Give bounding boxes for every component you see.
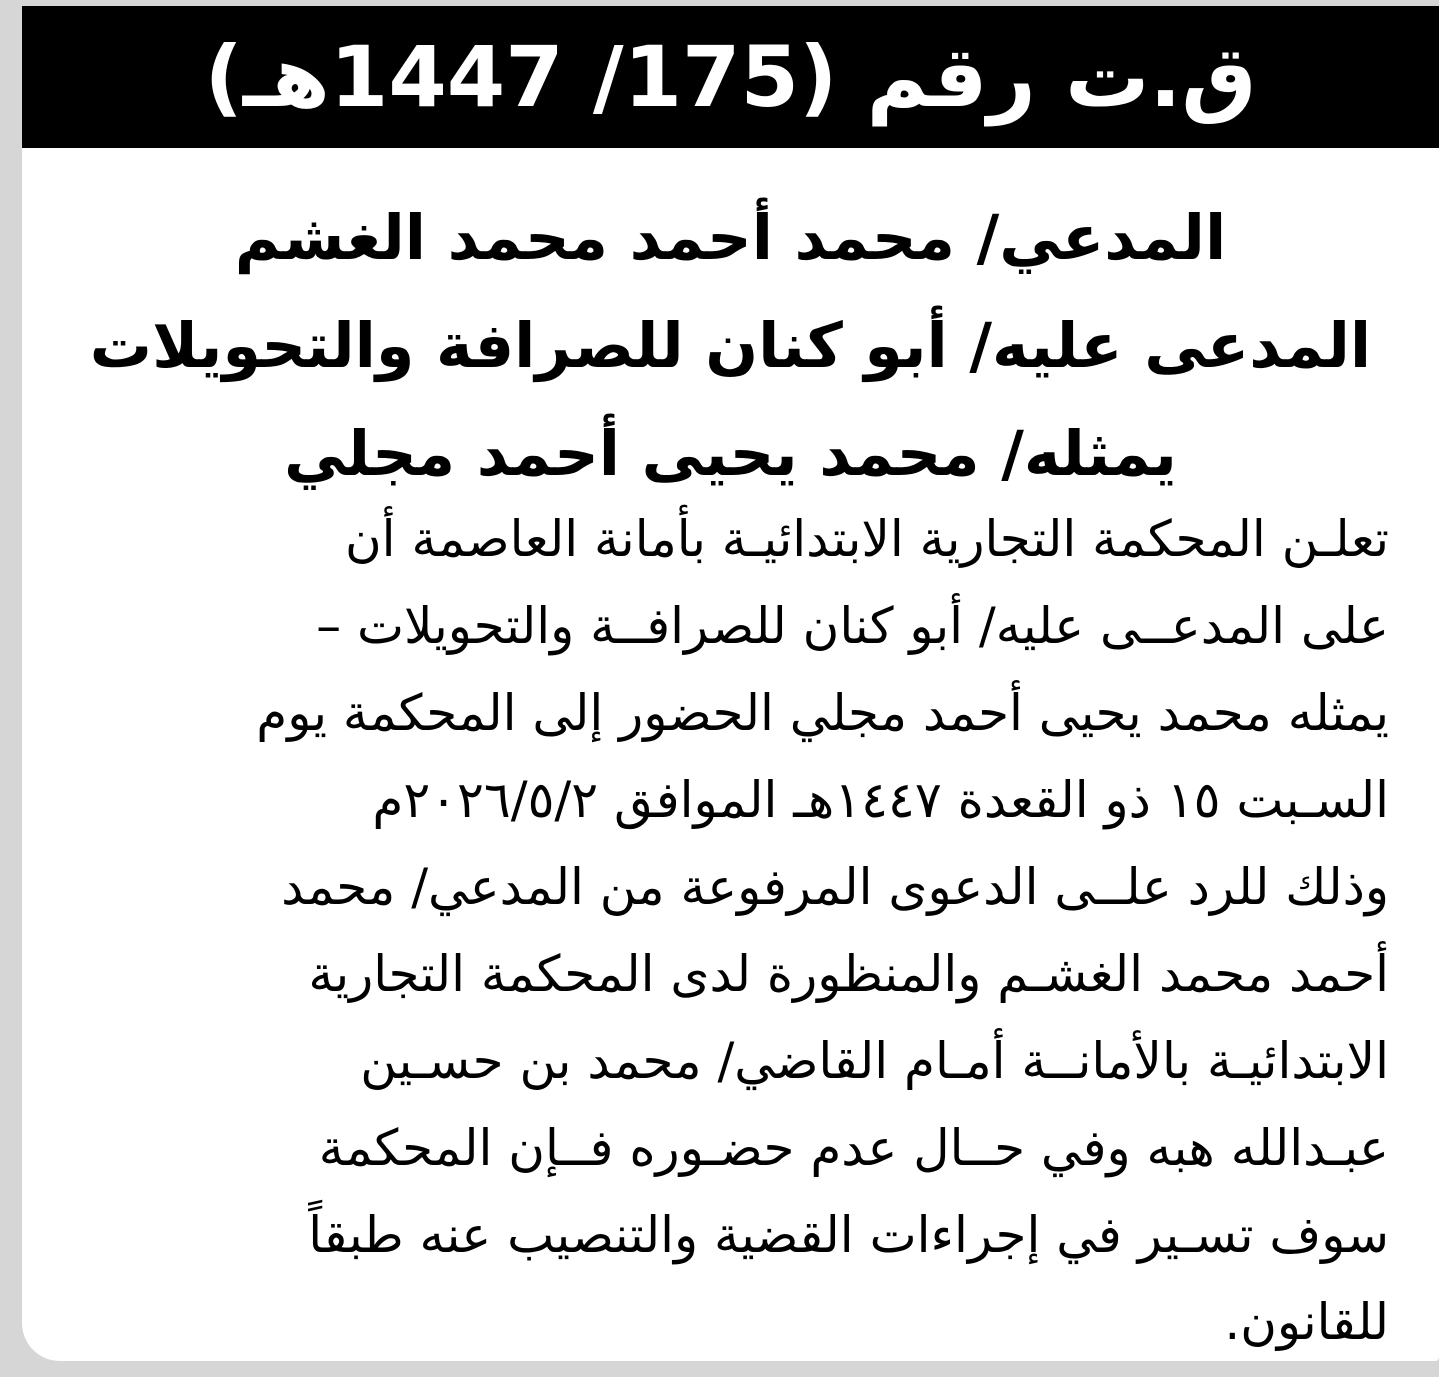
body-line: يمثله محمد يحيى أحمد مجلي الحضور إلى المحكمة يوم <box>256 684 1389 742</box>
representative-line: يمثله/ محمد يحيى أحمد مجلي <box>284 417 1177 490</box>
notice-body <box>22 496 1439 1361</box>
body-line: وذلك للرد علــى الدعوى المرفوعة من المدعي/ محمد <box>281 858 1389 916</box>
plaintiff-line: المدعي/ محمد أحمد محمد الغشم <box>234 201 1227 274</box>
body-line: للقانون. <box>1224 1293 1389 1351</box>
court-notice <box>22 6 1439 1361</box>
body-line: تعلـن المحكمة التجارية الابتدائيـة بأمانة العاصمة أن <box>344 510 1389 568</box>
defendant-line: المدعى عليه/ أبو كنان للصرافة والتحويلات <box>89 309 1372 382</box>
body-line: الابتدائيـة بالأمانــة أمـام القاضي/ محمد بن حسـين <box>360 1032 1389 1090</box>
body-line: السـبت ١٥ ذو القعدة ١٤٤٧هـ الموافق ٢٠٢٦/٥/٢م <box>372 771 1389 829</box>
notice-header <box>22 6 1439 148</box>
body-line: سوف تسـير في إجراءات القضية والتنصيب عنه طبقاً <box>308 1206 1389 1264</box>
body-line: أحمد محمد الغشـم والمنظورة لدى المحكمة التجارية <box>308 945 1389 1003</box>
notice-title: ق.ت رقم (175/ 1447هـ) <box>204 28 1257 126</box>
parties-block <box>22 184 1439 508</box>
body-line: عبـدالله هبه وفي حــال عدم حضـوره فــإن المحكمة <box>318 1119 1389 1177</box>
body-line: على المدعــى عليه/ أبو كنان للصرافــة والتحويلات – <box>316 597 1389 655</box>
